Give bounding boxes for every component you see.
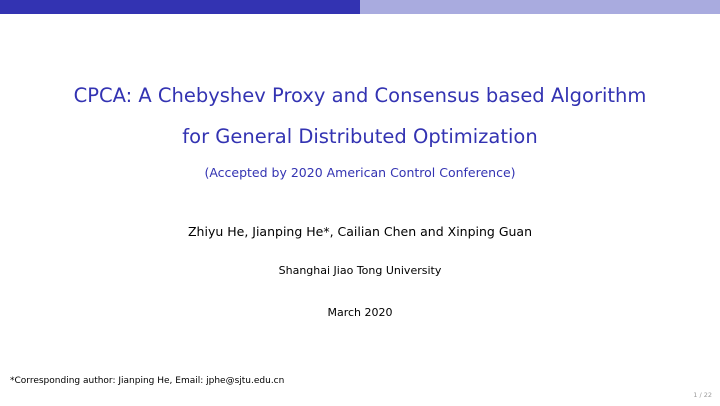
header-bar-left-segment (0, 0, 360, 14)
slide-subtitle: (Accepted by 2020 American Control Conference) (204, 165, 516, 180)
header-bar (0, 0, 720, 14)
header-bar-right-segment (360, 0, 720, 14)
presentation-date: March 2020 (327, 306, 393, 319)
page-number: 1 / 22 (693, 391, 712, 399)
slide-title-line-1: CPCA: A Chebyshev Proxy and Consensus based Algorithm (73, 84, 647, 107)
slide-title-line-2: for General Distributed Optimization (182, 125, 538, 148)
institute: Shanghai Jiao Tong University (278, 264, 442, 277)
author-list: Zhiyu He, Jianping He*, Cailian Chen and Xinping Guan (187, 224, 533, 239)
corresponding-author-footnote: *Corresponding author: Jianping He, Email: jphe@sjtu.edu.cn (10, 376, 285, 386)
